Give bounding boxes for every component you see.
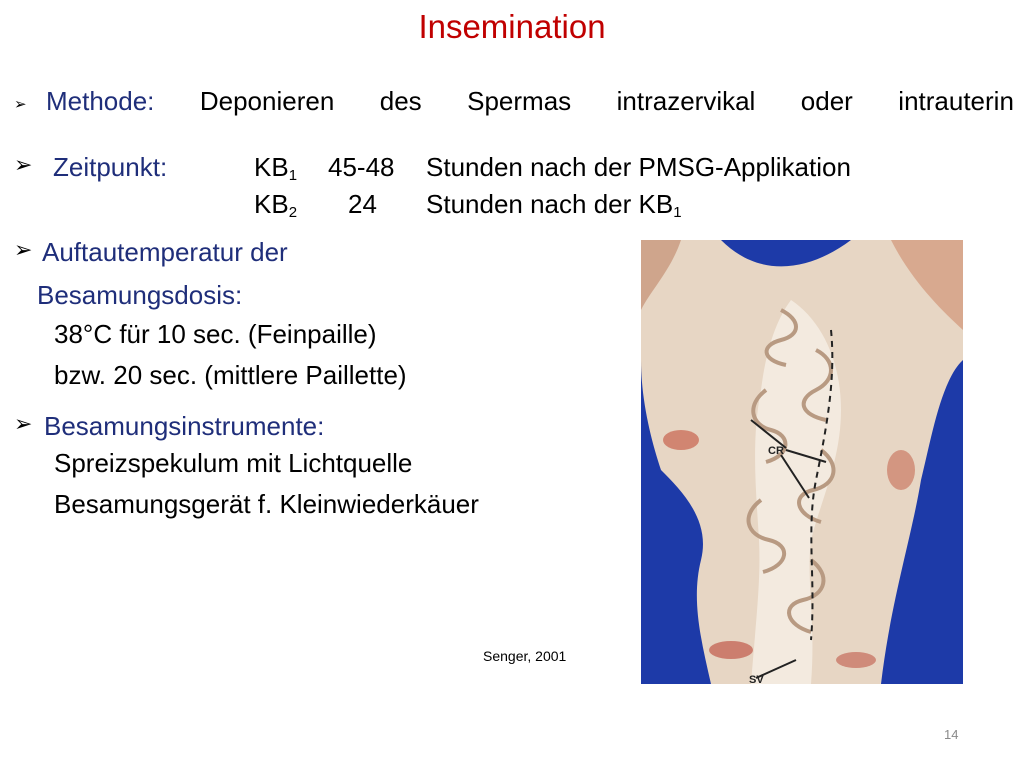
auftau-label-line1: Auftautemperatur der — [42, 237, 288, 267]
bullet-arrow-icon: ➢ — [14, 95, 27, 113]
figure-label-sv: SV — [749, 674, 764, 684]
instrumente-line1: Spreizspekulum mit Lichtquelle — [54, 448, 413, 478]
figure-label-cr: CR — [768, 445, 784, 457]
methode-label: Methode: — [46, 86, 155, 116]
bullet-arrow-icon: ➢ — [14, 153, 33, 178]
instrumente-label: Besamungsinstrumente: — [44, 411, 325, 441]
methode-word: oder — [800, 86, 853, 116]
methode-word: intrauterin — [898, 86, 1014, 116]
figure-source: Senger, 2001 — [483, 648, 567, 664]
methode-word: intrazervikal — [616, 86, 756, 116]
methode-line — [46, 86, 1014, 117]
auftau-label-line2: Besamungsdosis: — [37, 280, 243, 310]
zeitpunkt-time-2: 24 — [348, 189, 377, 219]
slide-title: Insemination — [418, 8, 606, 45]
zeitpunkt-kb2: $KB_2$ — [254, 189, 298, 221]
page-number: 14 — [944, 727, 959, 742]
zeitpunkt-label: Zeitpunkt: — [53, 152, 168, 182]
methode-word: des — [379, 86, 422, 116]
bullet-arrow-icon: ➢ — [14, 238, 33, 263]
cervix-specimen-photo — [641, 240, 963, 684]
methode-word: Spermas — [467, 86, 572, 116]
instrumente-line2: Besamungsgerät f. Kleinwiederkäuer — [54, 489, 479, 519]
zeitpunkt-kb1: $KB_1$ — [254, 152, 298, 184]
bullet-arrow-icon: ➢ — [14, 412, 33, 437]
auftau-line1: 38°C für 10 sec. (Feinpaille) — [54, 319, 377, 349]
methode-word: Deponieren — [199, 86, 335, 116]
auftau-line2: bzw. 20 sec. (mittlere Paillette) — [54, 360, 407, 390]
zeitpunkt-text-2: Stunden nach der $KB_1$ — [426, 189, 682, 221]
zeitpunkt-text-1: Stunden nach der PMSG-Applikation — [426, 152, 851, 182]
zeitpunkt-time-1: 45-48 — [328, 152, 395, 182]
